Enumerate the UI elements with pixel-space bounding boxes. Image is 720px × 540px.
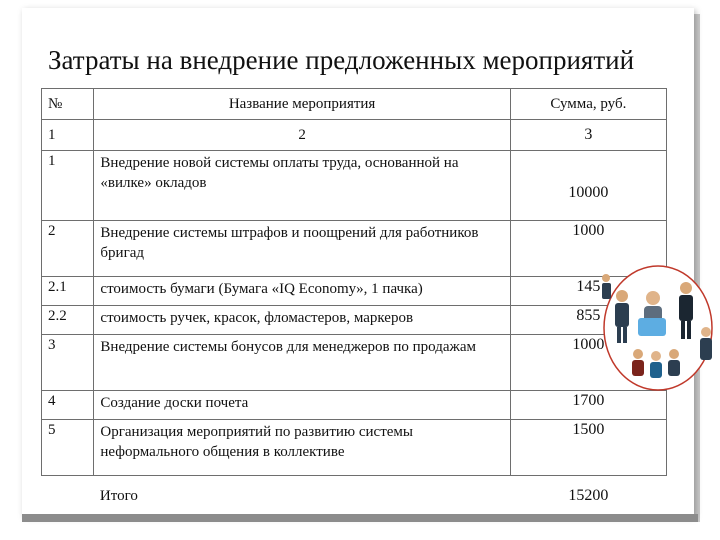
row-number: 1 — [42, 151, 94, 221]
person-far-right — [700, 327, 712, 360]
row-name-text: Внедрение системы штрафов и поощрений для работников бригад — [100, 225, 479, 261]
row-sum: 855 — [510, 306, 666, 335]
table-header-row — [42, 89, 667, 120]
row-number: 2.2 — [42, 306, 94, 335]
table-row — [42, 221, 667, 277]
row-name — [94, 306, 510, 335]
total-number-empty — [42, 476, 94, 517]
row-number: 5 — [42, 420, 94, 476]
header-name: Название мероприятия — [94, 89, 510, 120]
table-row — [42, 151, 667, 221]
row-sum: 10000 — [510, 151, 666, 221]
row-name — [94, 335, 510, 391]
person-far-left — [602, 274, 611, 299]
business-people-illustration — [598, 258, 716, 398]
table-row — [42, 391, 667, 420]
column-index-row — [42, 120, 667, 151]
row-name-text: Внедрение новой системы оплаты труда, основанной на «вилке» окладов — [100, 155, 459, 191]
row-name-text: Внедрение системы бонусов для менеджеров по продажам — [100, 339, 477, 355]
slide-title: Затраты на внедрение предложенных мероприятий — [48, 45, 635, 75]
row-sum: 1700 — [510, 391, 666, 420]
row-sum: 1000 — [510, 221, 666, 277]
group-bottom — [632, 349, 680, 378]
row-sum: 1500 — [510, 420, 666, 476]
row-name-text: стоимость бумаги (Бумага «IQ Economy», 1 пачка) — [100, 281, 423, 297]
table-row — [42, 335, 667, 391]
row-number: 3 — [42, 335, 94, 391]
total-row — [42, 476, 667, 517]
index-cell: 2 — [94, 120, 510, 151]
total-sum: 15200 — [568, 487, 609, 504]
row-name — [94, 151, 510, 221]
row-name — [94, 391, 510, 420]
table-row — [42, 420, 667, 476]
costs-table — [41, 88, 667, 516]
total-label: Итого — [99, 488, 138, 504]
index-cell: 1 — [42, 120, 94, 151]
row-number: 4 — [42, 391, 94, 420]
row-sum: 145 — [510, 277, 666, 306]
row-number: 2 — [42, 221, 94, 277]
row-name-text: Создание доски почета — [100, 395, 249, 411]
row-name — [94, 420, 510, 476]
header-number: № — [42, 89, 94, 120]
row-name-text: стоимость ручек, красок, фломастеров, маркеров — [100, 310, 414, 326]
row-name — [94, 277, 510, 306]
table-row — [42, 277, 667, 306]
row-name-text: Организация мероприятий по развитию системы неформального общения в коллективе — [100, 424, 413, 460]
row-sum: 1000 — [510, 335, 666, 391]
row-number: 2.1 — [42, 277, 94, 306]
table-row — [42, 306, 667, 335]
header-sum: Сумма, руб. — [510, 89, 666, 120]
index-cell: 3 — [510, 120, 666, 151]
row-name — [94, 221, 510, 277]
